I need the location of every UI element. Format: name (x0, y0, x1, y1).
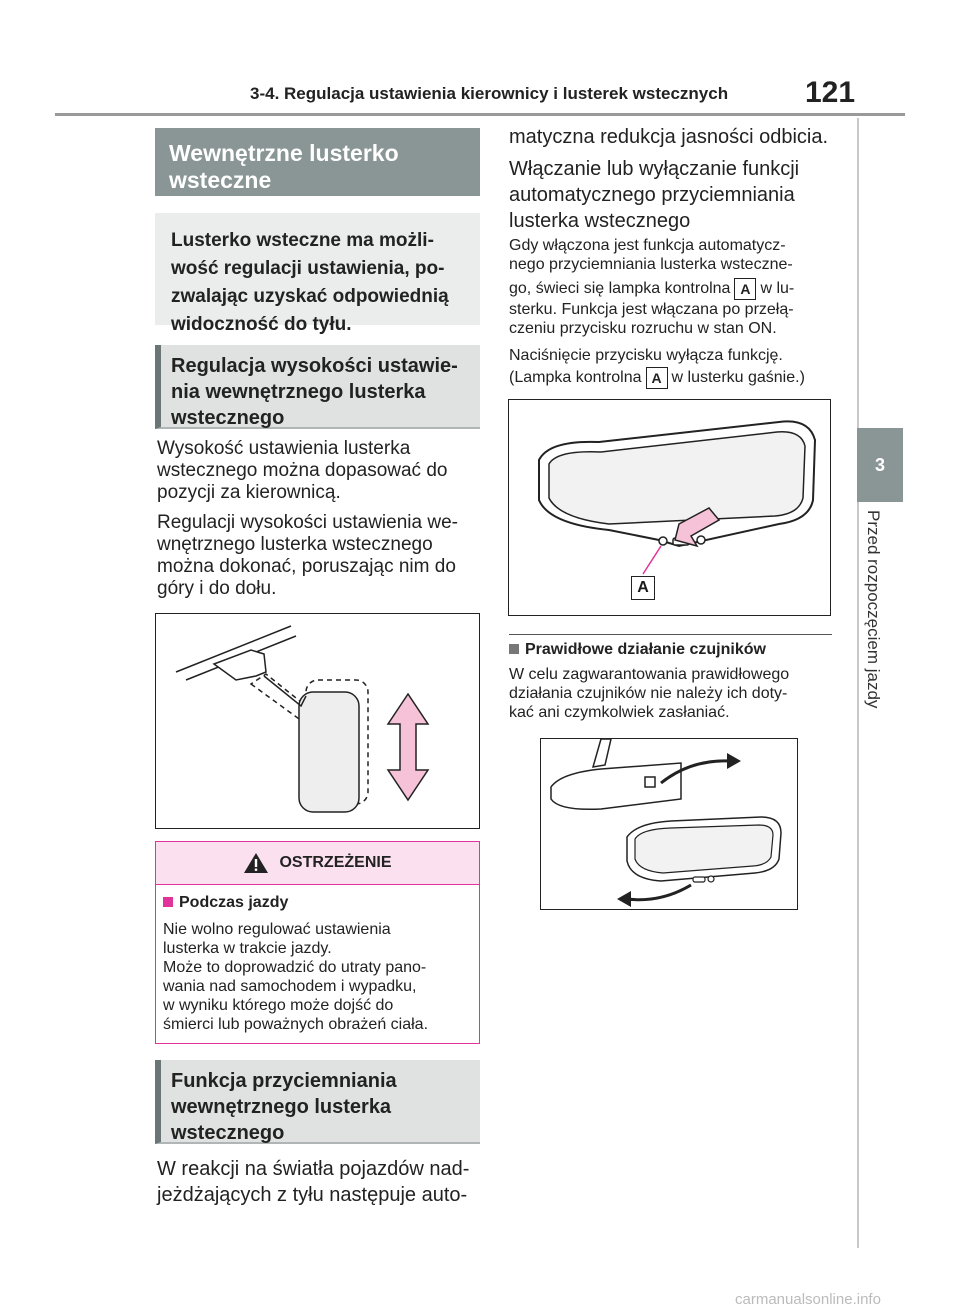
text-line: wania nad samochodem i wypadku, (163, 978, 417, 995)
paragraph-height-2 (157, 512, 482, 600)
figure-sensors (540, 738, 798, 910)
pink-square-icon (163, 897, 173, 907)
side-divider (857, 118, 859, 1248)
gray-square-icon (509, 644, 519, 654)
text-line: sterku. Funkcja jest włączana po przełą- (509, 301, 794, 318)
warning-box (155, 841, 480, 1044)
sensor-rule (509, 634, 832, 635)
indicator-a-icon: A (734, 278, 756, 300)
warning-subtitle-row (163, 894, 472, 912)
text-fragment: (Lampka kontrolna (509, 369, 642, 387)
text-fragment: go, świeci się lampka kontrolna (509, 280, 731, 298)
subheading-line: wewnętrznego lusterka (171, 1096, 392, 1118)
sensors-heading: Prawidłowe działanie czujników (525, 641, 766, 658)
chapter-tab[interactable] (857, 428, 903, 502)
text-line: można dokonać, poruszając nim do (157, 556, 456, 577)
intro-line: widoczność do tyłu. (171, 314, 352, 335)
intro-box (155, 213, 480, 335)
header-section-title: 3-4. Regulacja ustawienia kierownicy i lusterek wstecznych (250, 84, 729, 103)
text-line: Może to doprowadzić do utraty pano- (163, 959, 427, 976)
text-fragment: w lu- (760, 280, 795, 298)
sensors-heading-row (509, 641, 766, 659)
text-fragment: w lusterku gaśnie.) (671, 369, 805, 387)
text-line-with-indicator (509, 367, 839, 389)
text-line: nego przyciemniania lusterka wsteczne- (509, 256, 793, 273)
text-line: Naciśnięcie przycisku wyłącza funkcję. (509, 347, 783, 364)
figure-mirror-height (155, 613, 480, 829)
warning-text (163, 920, 472, 1034)
subheading-line: wstecznego (171, 1122, 285, 1144)
main-heading-line: wsteczne (169, 167, 272, 193)
note-button (509, 346, 839, 389)
watermark: carmanualsonline.info (735, 1291, 881, 1308)
mirror-button-illustration (509, 400, 829, 614)
subheading-dimming (155, 1060, 480, 1144)
warning-subtitle: Podczas jazdy (179, 894, 289, 911)
sensors-illustration (541, 739, 796, 908)
text-line: wnętrznego lusterka wstecznego (157, 534, 433, 555)
subheading-line: nia wewnętrznego lusterka (171, 381, 426, 403)
callout-a-label: A (631, 576, 655, 600)
subheading-line: Funkcja przyciemniania (171, 1070, 397, 1092)
text-line: W celu zagwarantowania prawidłowego (509, 666, 790, 683)
text-line: czeniu przycisku rozruchu w stan ON. (509, 320, 777, 337)
text-line: wstecznego można dopasować do (157, 460, 448, 481)
paragraph-dimming (157, 1156, 487, 1208)
text-line: góry i do dołu. (157, 578, 277, 599)
text-line: W reakcji na światła pojazdów nad- (157, 1158, 470, 1180)
warning-title: OSTRZEŻENIE (279, 854, 392, 871)
subheading-line: wstecznego (171, 407, 285, 429)
sensors-text (509, 665, 839, 722)
text-line: kać ani czymkolwiek zasłaniać. (509, 704, 730, 721)
indicator-a-icon: A (646, 367, 668, 389)
main-heading (155, 128, 480, 196)
text-line: lusterka w trakcie jazdy. (163, 940, 332, 957)
main-heading-line: Wewnętrzne lusterko (169, 140, 399, 166)
note-indicator (509, 236, 839, 338)
paragraph-height-1 (157, 438, 482, 504)
chapter-number: 3 (874, 454, 885, 475)
text-line: automatycznego przyciemniania (509, 184, 795, 206)
figure-dimming-button (508, 399, 831, 616)
toggle-heading (509, 156, 839, 234)
warning-triangle-icon (243, 852, 269, 874)
chapter-title: Przed rozpoczęciem jazdy (864, 510, 883, 709)
text-line: Włączanie lub wyłączanie funkcji (509, 158, 800, 180)
text-line: Regulacji wysokości ustawienia we- (157, 512, 458, 533)
subheading-line: Regulacja wysokości ustawie- (171, 355, 458, 377)
text-line: działania czujników nie należy ich doty- (509, 685, 788, 702)
text-line: jeżdżających z tyłu następuje auto- (157, 1184, 468, 1206)
intro-line: zwalając uzyskać odpowiednią (171, 286, 449, 307)
text-line: lusterka wstecznego (509, 210, 691, 232)
intro-line: Lusterko wsteczne ma możli- (171, 230, 434, 251)
mirror-height-illustration (156, 614, 478, 827)
page-number: 121 (805, 76, 856, 109)
warning-header (156, 842, 479, 885)
text-line: Nie wolno regulować ustawienia (163, 921, 391, 938)
text-line: Wysokość ustawienia lusterka (157, 438, 411, 459)
intro-line: wość regulacji ustawienia, po- (171, 258, 445, 279)
header-rule (55, 113, 905, 116)
text-line: śmierci lub poważnych obrażeń ciała. (163, 1016, 429, 1033)
paragraph-dimming-cont: matyczna redukcja jasności odbicia. (509, 126, 829, 148)
text-line: Gdy włączona jest funkcja automatycz- (509, 237, 786, 254)
subheading-height-adjust (155, 345, 480, 429)
text-line: w wyniku którego może dojść do (163, 997, 394, 1014)
text-line: pozycji za kierownicą. (157, 482, 341, 503)
text-line-with-indicator (509, 278, 839, 300)
